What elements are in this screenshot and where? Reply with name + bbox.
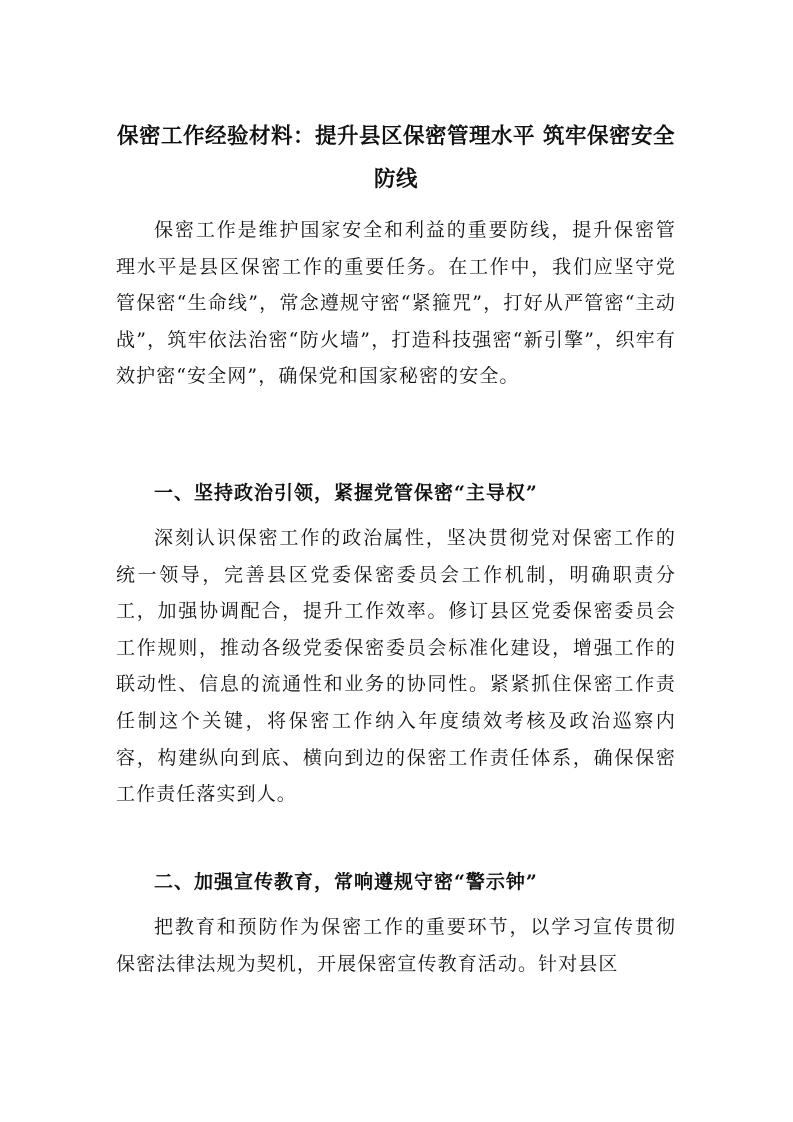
- intro-paragraph: 保密工作是维护国家安全和利益的重要防线，提升保密管理水平是县区保密工作的重要任务。在工作中，我们应坚守党管保密“生命线”，常念遵规守密“紧箍咒”，打好从严管密“主动战”，筑牢依法治密“防火墙”，打造科技强密“新引擎”，织牢有效护密“安全网”，确保党和国家秘密的安全。: [116, 219, 676, 388]
- section-2-heading: 二、加强宣传教育，常响遵规守密“警示钟”: [154, 871, 538, 893]
- section-2-paragraph: 把教育和预防作为保密工作的重要环节，以学习宣传贯彻保密法律法规为契机，开展保密宣传教育活动。针对县区: [116, 916, 676, 975]
- section-1-paragraph: 深刻认识保密工作的政治属性，坚决贯彻党对保密工作的统一领导，完善县区党委保密委员会工作机制，明确职责分工，加强协调配合，提升工作效率。修订县区党委保密委员会工作规则，推动各级党委保密委员会标准化建设，增强工作的联动性、信息的流通性和业务的协同性。紧紧抓住保密工作责任制这个关键，将保密工作纳入年度绩效考核及政治巡察内容，构建纵向到底、横向到边的保密工作责任体系，确保保密工作责任落实到人。: [116, 527, 676, 806]
- section-1-heading: 一、坚持政治引领，紧握党管保密“主导权”: [154, 482, 538, 504]
- document-title-line-1: 保密工作经验材料：提升县区保密管理水平 筑牢保密安全: [117, 124, 675, 149]
- document-title-line-2: 防线: [373, 167, 418, 192]
